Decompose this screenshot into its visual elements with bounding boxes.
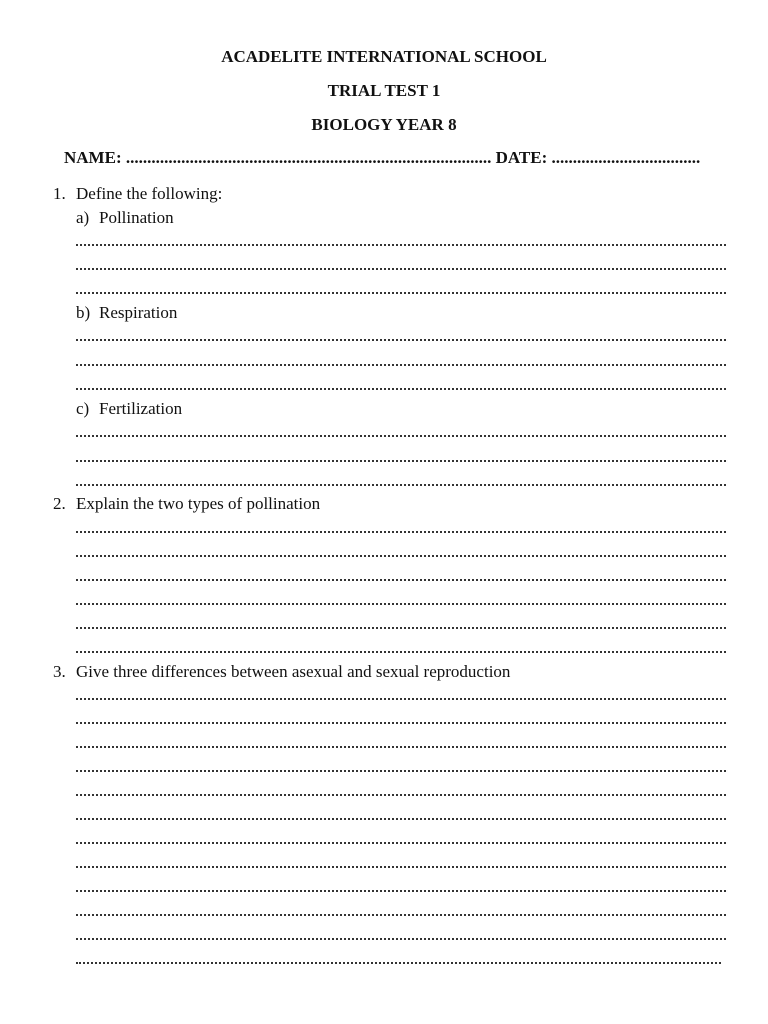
answer-line[interactable]	[76, 908, 726, 916]
question-1a	[76, 208, 174, 228]
question-1	[53, 184, 222, 204]
answer-line[interactable]	[76, 956, 721, 964]
answer-line[interactable]	[76, 429, 726, 437]
question-number: 2.	[53, 494, 66, 513]
answer-line[interactable]	[76, 333, 726, 341]
answer-line[interactable]	[76, 692, 726, 700]
question-number: 1.	[53, 184, 66, 203]
answer-line[interactable]	[76, 454, 726, 462]
answer-line[interactable]	[76, 525, 726, 533]
answer-line[interactable]	[76, 932, 726, 940]
question-text: Define the following:	[76, 184, 223, 203]
answer-line[interactable]	[76, 716, 726, 724]
answer-line[interactable]	[76, 788, 726, 796]
answer-line[interactable]	[76, 764, 726, 772]
answer-line[interactable]	[76, 286, 726, 294]
part-letter: a)	[76, 208, 90, 227]
test-title: TRIAL TEST 1	[327, 81, 441, 100]
question-text: Give three differences between asexual and sexual reproduction	[76, 662, 511, 681]
answer-line[interactable]	[76, 478, 726, 486]
answer-line[interactable]	[76, 597, 726, 605]
part-letter: b)	[76, 303, 91, 322]
answer-line[interactable]	[76, 860, 726, 868]
answer-line[interactable]	[76, 573, 726, 581]
date-label: DATE:	[495, 148, 548, 167]
part-text: Fertilization	[99, 399, 183, 418]
school-name: ACADELITE INTERNATIONAL SCHOOL	[221, 47, 547, 66]
question-text: Explain the two types of pollination	[76, 494, 321, 513]
name-field[interactable]: ......................................................................................	[125, 148, 492, 167]
question-3	[53, 662, 510, 682]
question-1b	[76, 303, 177, 323]
name-label: NAME:	[64, 148, 122, 167]
question-2	[53, 494, 320, 514]
answer-line[interactable]	[76, 262, 726, 270]
answer-line[interactable]	[76, 358, 726, 366]
question-number: 3.	[53, 662, 66, 681]
name-date-line	[64, 148, 700, 168]
answer-line[interactable]	[76, 238, 726, 246]
part-text: Pollination	[99, 208, 174, 227]
answer-line[interactable]	[76, 812, 726, 820]
subject-title: BIOLOGY YEAR 8	[311, 115, 457, 134]
answer-line[interactable]	[76, 621, 726, 629]
answer-line[interactable]	[76, 740, 726, 748]
part-letter: c)	[76, 399, 90, 418]
part-text: Respiration	[99, 303, 178, 322]
answer-line[interactable]	[76, 836, 726, 844]
answer-line[interactable]	[76, 382, 726, 390]
question-1c	[76, 399, 182, 419]
answer-line[interactable]	[76, 645, 726, 653]
answer-line[interactable]	[76, 549, 726, 557]
date-field[interactable]: ...................................	[551, 148, 701, 167]
answer-line[interactable]	[76, 884, 726, 892]
